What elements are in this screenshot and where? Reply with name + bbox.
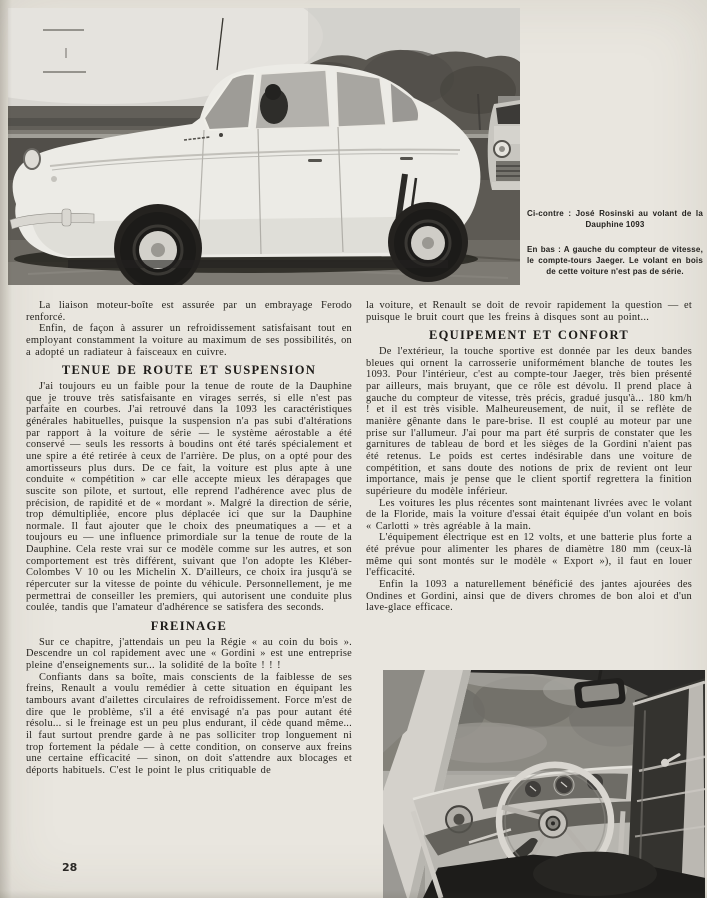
interior-dashboard-photo <box>383 670 705 898</box>
paragraph: Confiants dans sa boîte, mais conscients de la faiblesse de ses freins, Renault a voulu remédier à cette situation en équipant les tambours avant d'ailettes circulaires de refroidissement. Force m'est de dire que le problème, s'il a été envisagé n'a pas pour autant été résolu... si le freinage est un peu plus endurant, il cède quand même... il faut surtout prendre garde à ne pas solliciter trop longuement ni trop fortement la pédale — à cette condition, on conserve aux freins une certaine efficacité — sinon, on doit s'attendre aux blocages et déports habituels. C'est le point le plus critiquable de <box>26 671 352 776</box>
scan-edge-shadow-bottom <box>0 890 707 898</box>
paragraph: La liaison moteur-boîte est assurée par un embrayage Ferodo renforcé. <box>26 300 352 323</box>
interior-dashboard-illustration <box>383 670 705 898</box>
paragraph: la voiture, et Renault se doit de revoir rapidement la question — et puisque le bruit court que les freins à disques sont au point... <box>366 300 692 323</box>
caption-side-photo: Ci-contre : José Rosinski au volant de la Dauphine 1093 <box>527 209 703 229</box>
heading-freinage: FREINAGE <box>150 619 228 634</box>
heading-tenue-de-route: TENUE DE ROUTE ET SUSPENSION <box>61 363 317 378</box>
page-number: 28 <box>62 861 78 874</box>
paragraph: Sur ce chapitre, j'attendais un peu la Régie « au coin du bois ». Descendre un col rapidement avec une « Gordini » est une entreprise pleine d'enseignements sur... la solidité de la boîte ! ! ! <box>26 636 352 672</box>
scan-edge-shadow <box>0 0 12 898</box>
paragraph: De l'extérieur, la touche sportive est donnée par les deux bandes bleues qui ornent la carrosserie uniformément blanche de toutes les 1093. Pour l'intérieur, c'est au compte-tour Jaeger, très bien présenté par ailleurs, mais bruyant, que ce rôle est dévolu. Il prend place à gauche du compteur de vitesse, très précis, gradué jusqu'à... 180 km/h ! et il est très visible. Malheureusement, de nuit, il se reflète de manière gênante dans le pare-brise. Il est couplé au moteur par une prise sur l'allumeur. J'ai pour ma part été surpris de constater que les garnitures de tableau de bord et les sièges de la Gordini n'aient pas été retenus. Le poids est certes indésirable dans une voiture de compétition, et sans doute des notions de prix de revient ont leur importance, mais je pense que le client sportif regrettera la finition supérieure du modèle inférieur. <box>366 345 692 497</box>
article-left-column <box>26 300 352 777</box>
caption-bottom-photo: En bas : A gauche du compteur de vitesse, le compte-tours Jaeger. Le volant en bois de cette voiture n'est pas de série. <box>527 245 703 276</box>
paragraph: Enfin la 1093 a naturellement bénéficié des jantes ajourées des Ondines et Gordini, ainsi que de divers chromes de bon aloi et d'un lave-glace efficace. <box>366 579 692 614</box>
photo-captions <box>527 208 703 291</box>
article-right-column <box>366 300 692 614</box>
dauphine-exterior-photo <box>8 8 520 285</box>
paragraph: J'ai toujours eu un faible pour la tenue de route de la Dauphine que je trouve très satisfaisante en virages serrés, si elle n'est pas parfaite en courbes. J'ai retrouvé dans la 1093 les caractéristiques générales habituelles, puisque la suspension n'a pas subi d'altérations par rapport à la voiture de série — le système aérostable a été conservé — seuls les ressorts à boudins ont été tarés spécialement et une spire a été retirée à ceux de l'arrière. De plus, on a opté pour des amortisseurs plus durs. De ce fait, la voiture est plus apte à une conduite « compétition » car elle accepte mieux les dérapages que suscite son pilote, et surtout, elle reprend l'adhérence avec plus de précision, de rapidité et de « mordant ». Malgré la direction de série, trop démultipliée, encore plus déplacée ici que sur la Dauphine normale. Il faut ajouter que le choix des pneumatiques a — et a toujours eu — une influence primordiale sur la tenue de route de la Dauphine. Cela reste vrai sur ce modèle comme sur les autres, et son comportement est très différent, suivant que l'on adopte les Kléber-Colombes V 10 ou les Michelin X. D'ailleurs, ce choix ira jusqu'à se répercuter sur la vitesse de pointe du véhicule. Personnellement, je me permettrai de conseiller les premiers, qui autorisent une conduite plus coulée, tandis que l'amateur d'adhérence se satisfera des seconds. <box>26 380 352 614</box>
heading-equipement-confort: EQUIPEMENT ET CONFORT <box>428 328 630 343</box>
paragraph: Enfin, de façon à assurer un refroidissement satisfaisant tout en employant constamment la voiture au maximum de ses possibilités, on a adopté un radiateur à faisceaux en cuivre. <box>26 323 352 358</box>
paragraph: L'équipement électrique est en 12 volts, et une batterie plus forte a été prévue pour alimenter les phares de diamètre 180 mm (ceux-là même qui sont montés sur le modèle « Export »), il faut en louer l'efficacité. <box>366 532 692 579</box>
paragraph: Les voitures les plus récentes sont maintenant livrées avec le volant de la Floride, mais la voiture d'essai était équipée d'un volant en bois « Carlotti » très agréable à la main. <box>366 497 692 532</box>
dauphine-exterior-illustration <box>8 8 520 285</box>
